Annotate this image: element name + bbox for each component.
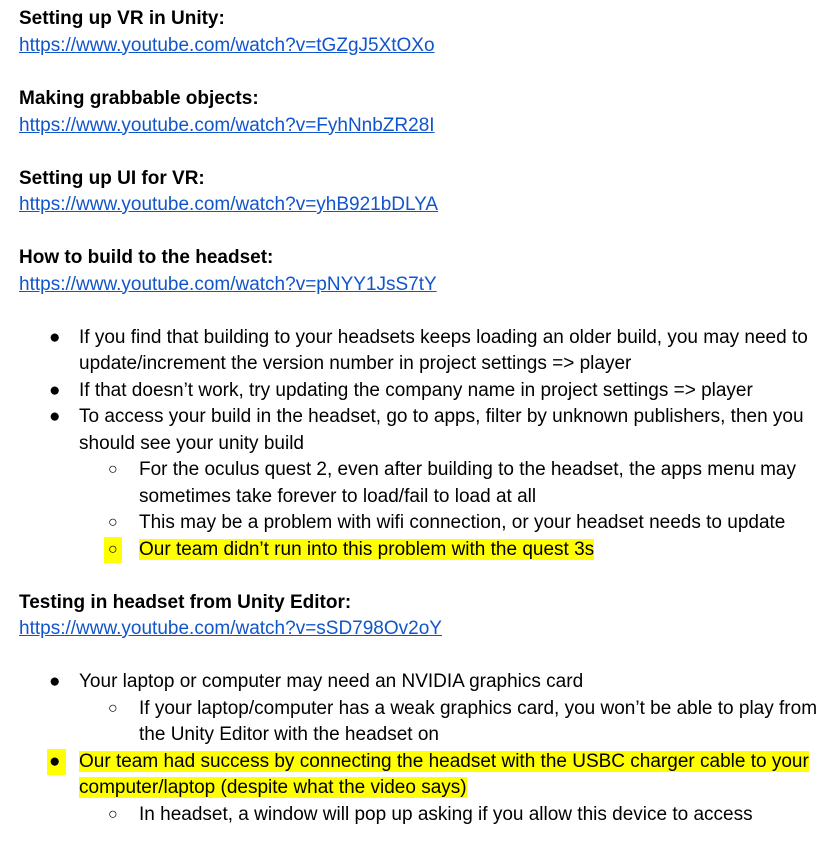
hollow-bullet-icon: ○ bbox=[108, 461, 118, 478]
sub-list-item: ○ In headset, a window will pop up asking if you allow this device to access bbox=[19, 802, 819, 829]
bullet-icon: ● bbox=[47, 749, 66, 776]
bullet-icon: ● bbox=[49, 326, 61, 348]
sub-list-item: ○ If your laptop/computer has a weak graphics card, you won’t be able to play from the Unity Editor with the headset on bbox=[108, 697, 818, 745]
section-heading-ui-vr: Setting up UI for VR: bbox=[19, 167, 205, 189]
test-bullet-list bbox=[19, 669, 819, 828]
section-heading-setup-vr: Setting up VR in Unity: bbox=[19, 8, 225, 29]
video-link-grabbable[interactable]: https://www.youtube.com/watch?v=FyhNnbZR28I bbox=[19, 114, 435, 136]
section-heading-testing: Testing in headset from Unity Editor: bbox=[19, 591, 352, 613]
document-page bbox=[19, 6, 819, 828]
hollow-bullet-icon: ○ bbox=[108, 514, 118, 531]
sub-list-item: ○ This may be a problem with wifi connection, or your headset needs to update bbox=[19, 510, 819, 537]
video-link-setup-vr[interactable]: https://www.youtube.com/watch?v=tGZgJ5XtOXo bbox=[19, 34, 435, 56]
list-item: ● If you find that building to your headsets keeps loading an older build, you may need to update/increment the version number in project settings => player bbox=[49, 326, 808, 374]
hollow-bullet-icon: ○ bbox=[108, 699, 118, 717]
list-item: ● Your laptop or computer may need an NVIDIA graphics card bbox=[19, 669, 819, 696]
bullet-icon: ● bbox=[49, 379, 61, 401]
sub-list-item: ○ For the oculus quest 2, even after building to the headset, the apps menu may sometimes take forever to load/fail to load at all bbox=[108, 459, 796, 507]
hollow-bullet-icon: ○ bbox=[108, 805, 118, 823]
video-link-build[interactable]: https://www.youtube.com/watch?v=pNYY1JsS7tY bbox=[19, 273, 437, 295]
list-item-highlighted: ● Our team had success by connecting the headset with the USBC charger cable to your computer/laptop (despite what the video says) bbox=[49, 750, 809, 798]
section-heading-grabbable: Making grabbable objects: bbox=[19, 88, 259, 109]
bullet-icon: ● bbox=[49, 406, 61, 427]
list-item: ● If that doesn’t work, try updating the company name in project settings => player bbox=[19, 378, 819, 405]
section-heading-build: How to build to the headset: bbox=[19, 247, 274, 268]
sub-list-item-highlighted: ○ Our team didn’t run into this problem with the quest 3s bbox=[19, 537, 819, 564]
list-item: ● To access your build in the headset, go to apps, filter by unknown publishers, then you should see your unity build bbox=[49, 406, 804, 454]
bullet-icon: ● bbox=[49, 671, 61, 692]
build-bullet-list bbox=[19, 325, 819, 564]
video-link-testing[interactable]: https://www.youtube.com/watch?v=sSD798Ov2oY bbox=[19, 618, 442, 639]
video-link-ui-vr[interactable]: https://www.youtube.com/watch?v=yhB921bDLYA bbox=[19, 194, 439, 215]
hollow-bullet-icon: ○ bbox=[104, 537, 122, 564]
